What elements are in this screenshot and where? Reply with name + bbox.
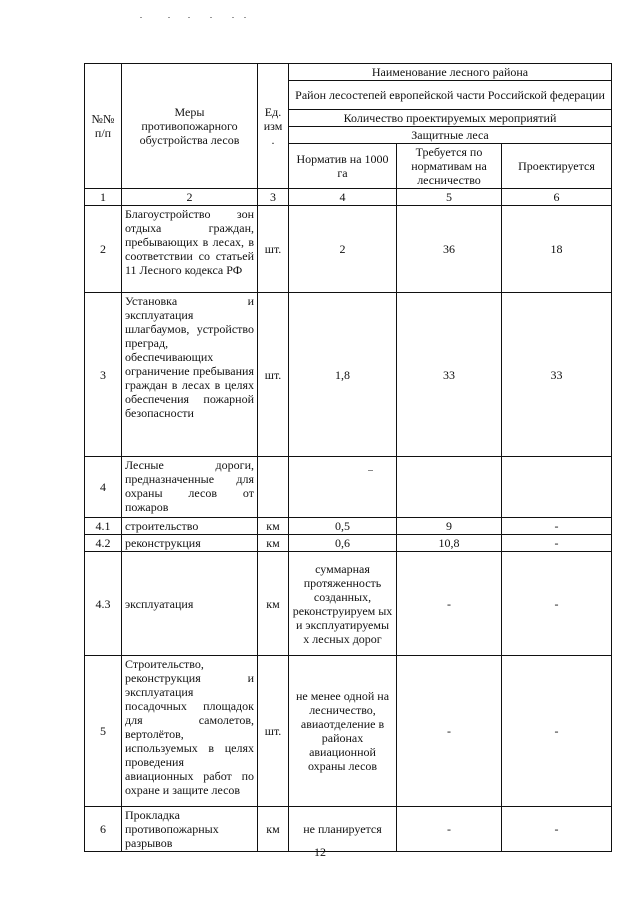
header-forest-district-title: Наименование лесного района <box>289 64 612 81</box>
scan-mark <box>368 470 373 471</box>
col-number: 3 <box>258 189 289 206</box>
row-projected <box>502 457 612 518</box>
table-row <box>85 552 612 656</box>
row-unit: шт. <box>258 293 289 457</box>
row-norm: 1,8 <box>289 293 397 457</box>
row-projected: - <box>502 552 612 656</box>
row-name: реконструкция <box>122 535 258 552</box>
row-unit <box>258 457 289 518</box>
row-unit: км <box>258 518 289 535</box>
row-num: 6 <box>85 807 122 852</box>
row-required: 36 <box>397 206 502 293</box>
row-projected: - <box>502 807 612 852</box>
row-unit: км <box>258 552 289 656</box>
header-unit <box>258 64 289 189</box>
row-required: 9 <box>397 518 502 535</box>
col-number: 2 <box>122 189 258 206</box>
row-norm: 0,5 <box>289 518 397 535</box>
row-name: Лесные дороги, предназначенные для охраны лесов от пожаров <box>122 457 258 518</box>
row-projected: - <box>502 518 612 535</box>
row-required: 10,8 <box>397 535 502 552</box>
header-unit-dot: . <box>271 133 275 147</box>
row-norm: 2 <box>289 206 397 293</box>
row-name: Строительство, реконструкция и эксплуатация посадочных площадок для самолетов, вертолётов, используемых в целях проведения авиационных работ по охране и защите лесов <box>122 656 258 807</box>
col-number: 1 <box>85 189 122 206</box>
row-norm: суммарная протяженность созданных, реконструируем ых и эксплуатируемы х лесных дорог <box>289 552 397 656</box>
row-num: 4.3 <box>85 552 122 656</box>
fire-measures-table <box>84 63 612 852</box>
row-name: строительство <box>122 518 258 535</box>
col-number: 6 <box>502 189 612 206</box>
row-num: 4.2 <box>85 535 122 552</box>
row-name: Благоустройство зон отдыха граждан, пребывающих в лесах, в соответствии со статьей 11 Лесного кодекса РФ <box>122 206 258 293</box>
header-measures: Меры противопожарного обустройства лесов <box>122 64 258 189</box>
row-num: 5 <box>85 656 122 807</box>
table-row <box>85 293 612 457</box>
row-num: 3 <box>85 293 122 457</box>
table-row <box>85 656 612 807</box>
row-required: - <box>397 656 502 807</box>
page-number: 12 <box>314 845 326 859</box>
row-norm: не менее одной на лесничество, авиаотделение в районах авиационной охраны лесов <box>289 656 397 807</box>
row-required: - <box>397 807 502 852</box>
row-num: 4 <box>85 457 122 518</box>
row-projected: - <box>502 656 612 807</box>
row-required <box>397 457 502 518</box>
row-unit: км <box>258 807 289 852</box>
row-unit: шт. <box>258 206 289 293</box>
header-num: №№ п/п <box>85 64 122 189</box>
header-norm: Норматив на 1000 га <box>289 144 397 189</box>
row-name: Прокладка противопожарных разрывов <box>122 807 258 852</box>
row-norm: не планируется <box>289 807 397 852</box>
header-protective: Защитные леса <box>289 127 612 144</box>
row-unit: шт. <box>258 656 289 807</box>
row-name: эксплуатация <box>122 552 258 656</box>
row-norm <box>289 457 397 518</box>
table-row <box>85 535 612 552</box>
row-required: 33 <box>397 293 502 457</box>
row-projected: - <box>502 535 612 552</box>
header-planned-qty: Количество проектируемых мероприятий <box>289 110 612 127</box>
col-number: 5 <box>397 189 502 206</box>
row-num: 2 <box>85 206 122 293</box>
row-projected: 33 <box>502 293 612 457</box>
table-row <box>85 518 612 535</box>
row-name: Установка и эксплуатация шлагбаумов, устройство преград, обеспечивающих ограничение пребывания граждан в лесах в целях обеспечения пожарной безопасности <box>122 293 258 457</box>
scan-specks <box>140 14 300 22</box>
header-unit-text: Ед. изм <box>263 105 283 133</box>
header-projected: Проектируется <box>502 144 612 189</box>
row-num: 4.1 <box>85 518 122 535</box>
table-row <box>85 206 612 293</box>
row-required: - <box>397 552 502 656</box>
row-norm: 0,6 <box>289 535 397 552</box>
col-number: 4 <box>289 189 397 206</box>
table-row <box>85 457 612 518</box>
row-projected: 18 <box>502 206 612 293</box>
header-forest-district-name: Район лесостепей европейской части Российской федерации <box>289 81 612 110</box>
header-required: Требуется по нормативам на лесничество <box>397 144 502 189</box>
row-unit: км <box>258 535 289 552</box>
